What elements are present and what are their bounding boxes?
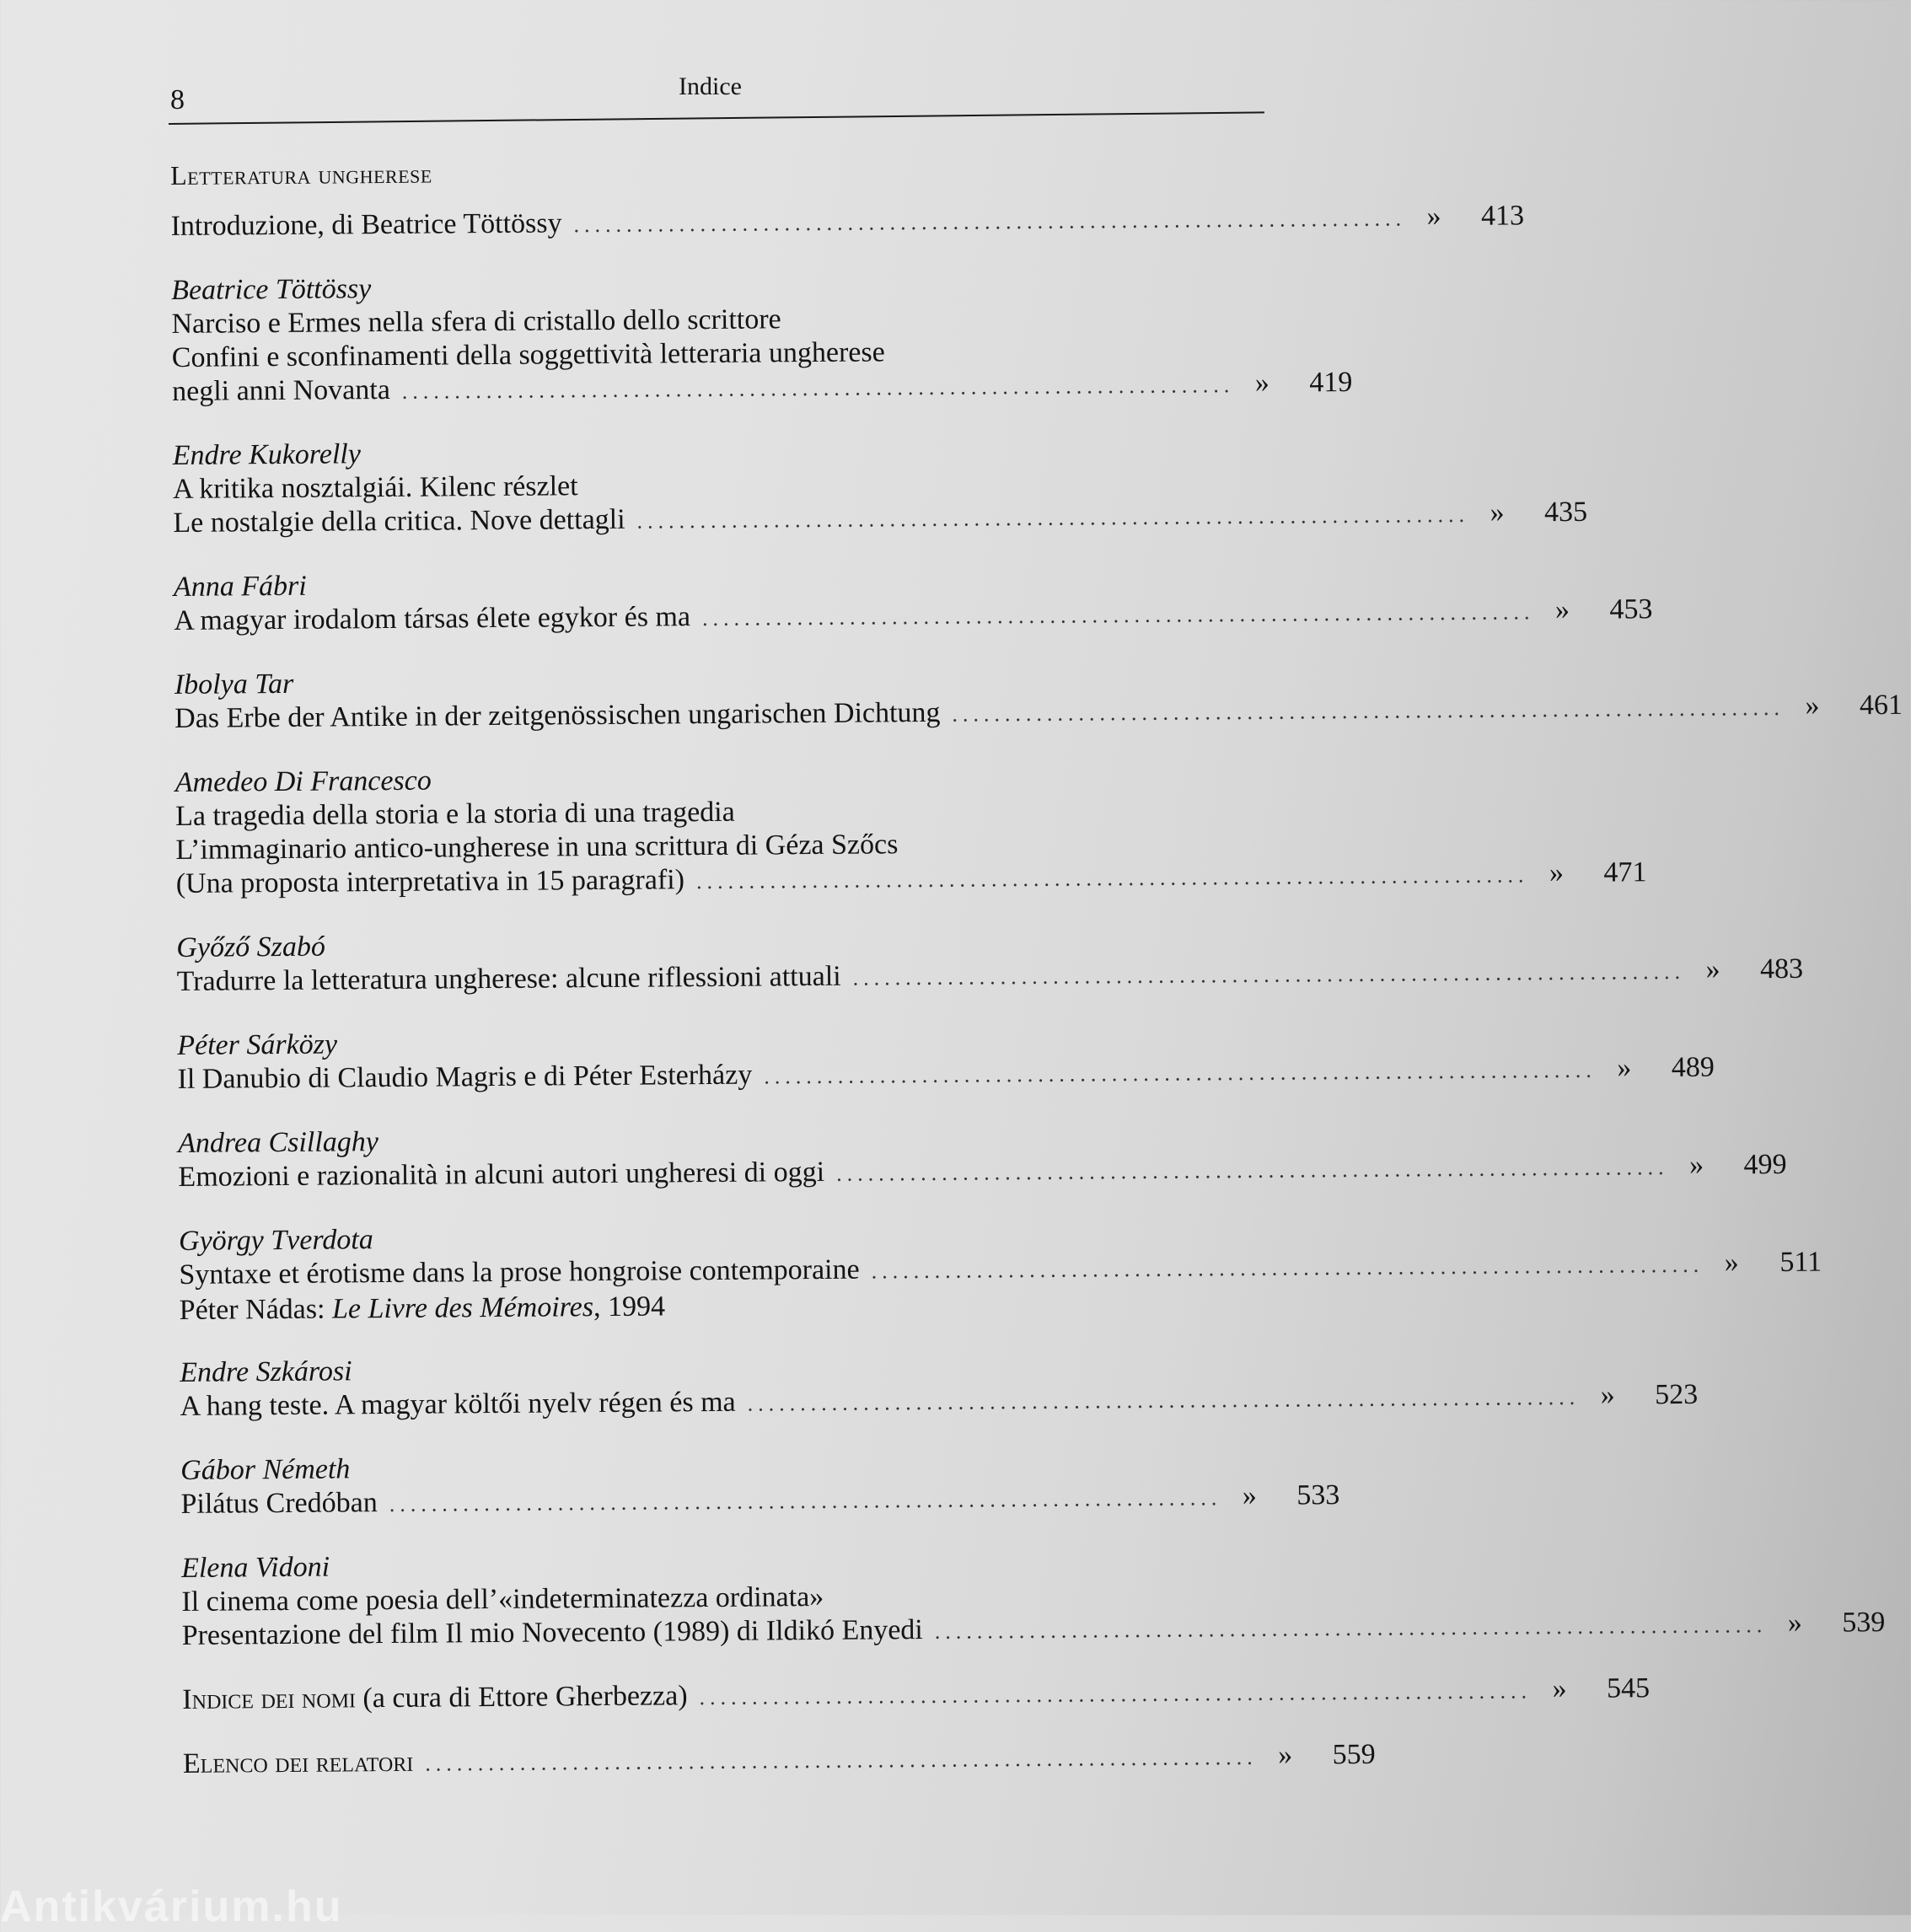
toc-title: negli anni Novanta — [172, 373, 390, 407]
toc-author: Gábor Németh — [180, 1453, 351, 1486]
toc-title-italic: Le Livre des Mémoires — [331, 1291, 594, 1325]
table-of-contents — [170, 151, 1903, 1811]
page-ref: 483 — [1759, 953, 1804, 985]
toc-title: Pilátus Credóban — [180, 1487, 378, 1520]
toc-title: Péter Nádas: — [179, 1293, 333, 1326]
toc-entries — [170, 200, 1903, 1654]
toc-entry — [174, 757, 1647, 903]
toc-title-italic: Introduzione — [170, 209, 318, 242]
raquo-mark: » — [1549, 857, 1565, 889]
raquo-mark: » — [1552, 1673, 1567, 1705]
dot-leader: ............................................................................... — [952, 695, 1785, 727]
toc-entry — [178, 1118, 1787, 1196]
toc-title-italic: Le nostalgie della critica. Nove dettagli — [173, 503, 625, 539]
page-ref: 413 — [1480, 200, 1525, 232]
toc-title: Tradurre la letteratura ungherese: alcune riflessioni attuali — [176, 960, 841, 997]
toc-author: Amedeo Di Francesco — [174, 765, 432, 798]
toc-entry — [172, 430, 1588, 542]
page-ref: 461 — [1859, 689, 1903, 722]
toc-title: Das Erbe der Antike in der zeitgenössischen ungarischen Dichtung — [174, 696, 941, 734]
toc-title: , di Beatrice Töttössy — [317, 207, 562, 241]
toc-title: A hang teste. A magyar költői nyelv régen és ma — [180, 1386, 736, 1422]
toc-entry — [174, 659, 1903, 738]
toc-title-line: Il cinema come poesia dell’«indeterminatezza ordinata» — [181, 1580, 824, 1618]
toc-title: Presentazione del film — [181, 1618, 446, 1651]
toc-entry — [178, 1216, 1822, 1328]
raquo-mark: » — [1688, 1149, 1704, 1181]
page-ref: 471 — [1603, 856, 1647, 888]
page-ref: 559 — [1332, 1738, 1376, 1771]
toc-title-line: Narciso e Ermes nella sfera di cristallo dello scrittore — [171, 303, 781, 340]
dot-leader: ............................................................................... — [389, 1485, 1222, 1517]
raquo-mark: » — [1724, 1247, 1739, 1279]
toc-title-smallcaps: Indice dei nomi — [182, 1682, 357, 1715]
dot-leader: ............................................................................... — [573, 206, 1407, 238]
dot-leader: ............................................................................... — [934, 1613, 1768, 1644]
toc-author: Andrea Csillaghy — [178, 1126, 378, 1159]
page-number: 8 — [170, 84, 185, 115]
page-ref: 435 — [1543, 496, 1588, 529]
raquo-mark: » — [1278, 1739, 1293, 1771]
toc-line — [182, 1672, 1651, 1719]
toc-entry — [180, 1543, 1886, 1655]
toc-title: (1989) di Ildikó Enyedi — [646, 1614, 923, 1648]
toc-title: Il Danubio di Claudio Magris e di Péter Esterházy — [177, 1059, 753, 1095]
toc-line — [170, 200, 1525, 245]
toc-entry — [180, 1445, 1340, 1523]
page-ref: 545 — [1606, 1672, 1651, 1704]
section-heading: Letteratura ungherese — [170, 158, 432, 191]
toc-author: Endre Szkárosi — [180, 1355, 352, 1388]
toc-author: Ibolya Tar — [174, 668, 294, 700]
raquo-mark: » — [1254, 367, 1270, 399]
toc-title: Syntaxe et érotisme dans la prose hongroise contemporaine — [179, 1253, 860, 1291]
toc-title-line: La tragedia della storia e la storia di una tragedia — [174, 796, 735, 832]
toc-line — [182, 1738, 1376, 1783]
toc-entry — [171, 265, 1353, 411]
raquo-mark: » — [1617, 1052, 1632, 1084]
dot-leader: ............................................................................... — [701, 599, 1535, 631]
dot-leader: ............................................................................... — [836, 1155, 1669, 1186]
toc-author: Anna Fábri — [173, 570, 307, 603]
toc-title-line: Confini e sconfinamenti della soggettività letteraria ungherese — [171, 336, 885, 373]
toc-title: , 1994 — [593, 1291, 666, 1323]
toc-title: (a cura di Ettore Gherbezza) — [355, 1680, 688, 1715]
page-ref: 499 — [1743, 1148, 1787, 1181]
page-ref: 523 — [1654, 1378, 1699, 1411]
toc-author: György Tverdota — [178, 1224, 373, 1257]
dot-leader: ............................................................................... — [425, 1744, 1258, 1776]
toc-author: Elena Vidoni — [180, 1551, 330, 1584]
page-header — [169, 67, 1264, 126]
toc-entry — [176, 922, 1804, 1001]
page-ref: 511 — [1779, 1246, 1822, 1279]
toc-title-smallcaps: Elenco dei relatori — [182, 1746, 414, 1779]
dot-leader: ............................................................................... — [636, 502, 1470, 534]
toc-title-line: A kritika nosztalgiái. Kilenc részlet — [172, 470, 578, 505]
raquo-mark: » — [1787, 1607, 1802, 1639]
raquo-mark: » — [1705, 953, 1720, 985]
toc-title: Emozioni e razionalità in alcuni autori ungheresi di oggi — [178, 1156, 825, 1193]
raquo-mark: » — [1554, 593, 1570, 626]
toc-title-italic: Il mio Novecento — [445, 1616, 647, 1650]
toc-entry — [173, 561, 1653, 640]
toc-title: (Una proposta interpretativa in 15 paragrafi) — [175, 864, 685, 899]
raquo-mark: » — [1600, 1379, 1615, 1411]
raquo-mark: » — [1805, 690, 1820, 722]
page-ref: 533 — [1296, 1479, 1340, 1511]
toc-author: Endre Kukorelly — [172, 438, 362, 471]
toc-title: A magyar irodalom társas élete egykor és ma — [174, 601, 691, 636]
dot-leader: ............................................................................... — [695, 862, 1529, 894]
toc-entry — [177, 1020, 1715, 1098]
dot-leader: ............................................................................... — [852, 958, 1686, 990]
header-rule — [169, 111, 1264, 125]
raquo-mark: » — [1426, 201, 1441, 233]
dot-leader: ............................................................................... — [871, 1252, 1704, 1284]
dot-leader: ............................................................................... — [747, 1384, 1581, 1416]
page-ref: 453 — [1609, 593, 1653, 625]
toc-entry-indice-nomi — [182, 1672, 1651, 1719]
dot-leader: ............................................................................... — [699, 1678, 1533, 1710]
toc-author: Beatrice Töttössy — [171, 273, 372, 306]
toc-title-line: L’immaginario antico-ungherese in una scrittura di Géza Szőcs — [175, 829, 899, 866]
toc-entry — [180, 1347, 1699, 1425]
raquo-mark: » — [1490, 496, 1505, 529]
toc-entry — [170, 200, 1525, 245]
page-ref: 489 — [1671, 1051, 1715, 1084]
watermark-logo: Antikvárium.hu — [0, 1882, 343, 1931]
dot-leader: ............................................................................... — [764, 1057, 1597, 1089]
toc-entry-elenco-relatori — [182, 1738, 1376, 1783]
toc-author: Győző Szabó — [176, 931, 326, 963]
page-ref: 419 — [1309, 366, 1353, 399]
raquo-mark: » — [1242, 1479, 1257, 1512]
dot-leader: ............................................................................... — [401, 373, 1235, 404]
page-ref: 539 — [1842, 1607, 1886, 1639]
toc-author: Péter Sárközy — [177, 1028, 338, 1061]
running-title: Indice — [679, 72, 742, 100]
